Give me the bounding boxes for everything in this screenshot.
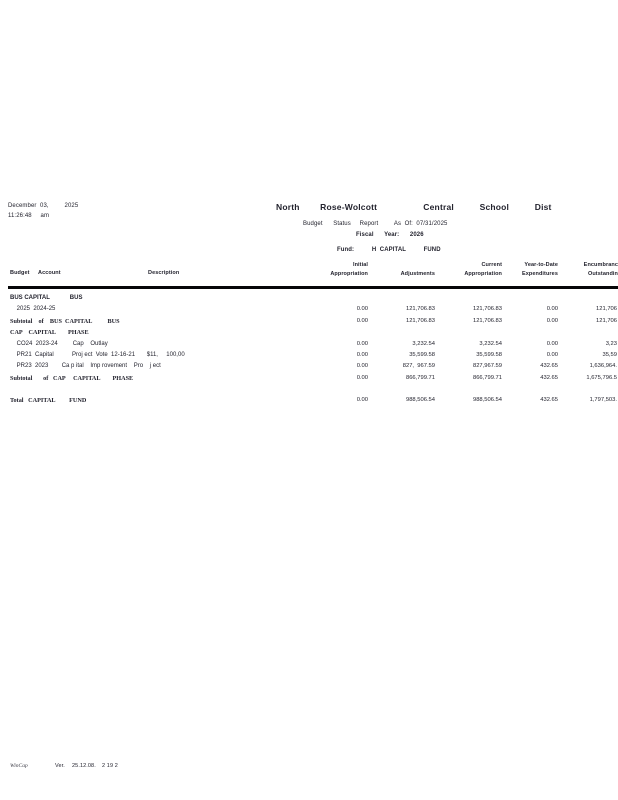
row-label: CAP CAPITAL PHASE [10,329,89,337]
row-label: 2025 2024-25 [10,306,56,313]
row-value: 121,706 [596,317,617,324]
report-subtitle: Budget Status Report As Of: 07/31/2025 [303,221,448,227]
row-value: 0.00 [546,306,558,313]
row-value: 121,706.83 [405,306,435,313]
col-header-line: Encumbranc [583,262,618,268]
col-header-line: Current [481,262,502,268]
col-header-line: Expenditures [521,271,558,277]
footer-version-number: 25.12.08. [72,763,96,769]
row-label: Total CAPITAL FUND [10,397,87,405]
row-value: 0.00 [546,351,558,358]
row-value: 432.65 [540,374,558,381]
table-row [0,316,618,327]
table-row [0,373,618,384]
table-row [0,395,618,406]
fund-line: Fund: H CAPITAL FUND [337,247,441,253]
row-value: 866,799.71 [405,374,435,381]
col-header-line: Outstandin [587,271,618,277]
table-rows [0,293,618,407]
col-header-adjustments [401,270,435,279]
table-row [0,350,618,361]
table-row [0,304,618,315]
row-value: 827,967.59 [472,363,502,370]
row-value: 1,797,503. [589,397,617,404]
row-label: BUS CAPITAL BUS [10,295,83,301]
table-row [0,339,618,350]
footer-app-name: WinCap [10,763,28,769]
row-label: Subtotal of BUS CAPITAL BUS [10,317,120,325]
printed-time: 11:26:48 am [8,213,50,219]
row-value: 827, 967.59 [402,363,435,370]
row-value: 988,506.54 [405,397,435,404]
table-row [0,293,618,304]
col-header-line: Appropriation [464,271,502,277]
row-label: PR23 2023 Ca p ital Imp rovement Pro j ect [10,363,161,370]
table-row [0,327,618,338]
col-header-line: Initial [352,262,368,268]
row-value: 432.65 [540,397,558,404]
row-value: 866,799.71 [472,374,502,381]
table-row [0,361,618,372]
row-label: CO24 2023-24 Cap Outlay [10,340,108,347]
row-value: 0.00 [356,306,368,313]
district-title: North Rose-Wolcott Central School Dist [276,202,552,212]
row-value: 0.00 [356,340,368,347]
row-value: 0.00 [546,317,558,324]
row-value: 0.00 [356,363,368,370]
row-value: 1,675,796.5 [586,374,617,381]
row-value: 35,599.58 [476,351,502,358]
row-value: 0.00 [356,351,368,358]
col-header-budget: Budget [10,270,30,276]
col-header-current-appropriation [464,261,502,279]
row-label: Subtotal of CAP CAPITAL PHASE [10,374,134,382]
row-value: 988,506.54 [472,397,502,404]
footer-version-label: Ver. [55,763,65,769]
row-value: 35,59 [602,351,617,358]
col-header-line: Appropriation [330,271,368,277]
printed-date: December 03, 2025 [8,203,79,209]
row-value: 35,599.58 [409,351,435,358]
row-value: 0.00 [356,397,368,404]
row-value: 3,23 [605,340,617,347]
fiscal-year-line: Fiscal Year: 2026 [356,232,424,238]
row-label: PR21 Capital Proj ect Vote 12-16-21 $11, 100,00 [10,351,185,358]
row-value: 121,706.83 [472,306,502,313]
row-value: 121,706.83 [472,317,502,324]
row-value: 3,232.54 [412,340,435,347]
row-value: 1,636,964. [589,363,617,370]
col-header-account: Account [38,270,61,276]
row-value: 0.00 [546,340,558,347]
col-header-initial-appropriation [330,261,368,279]
row-value: 0.00 [356,317,368,324]
header-separator-rule [8,286,618,289]
row-value: 432.65 [540,363,558,370]
col-header-encumbrance-outstanding [584,261,618,279]
col-header-ytd-expenditures [522,261,558,279]
footer-build-number: 2 19 2 [102,763,118,769]
col-header-description: Description [148,270,180,276]
row-value: 121,706.83 [405,317,435,324]
col-header-line: Adjustments [400,271,435,277]
col-header-line: Year-to-Date [524,262,558,268]
row-value: 0.00 [356,374,368,381]
row-value: 121,706 [596,306,617,313]
row-value: 3,232.54 [479,340,502,347]
